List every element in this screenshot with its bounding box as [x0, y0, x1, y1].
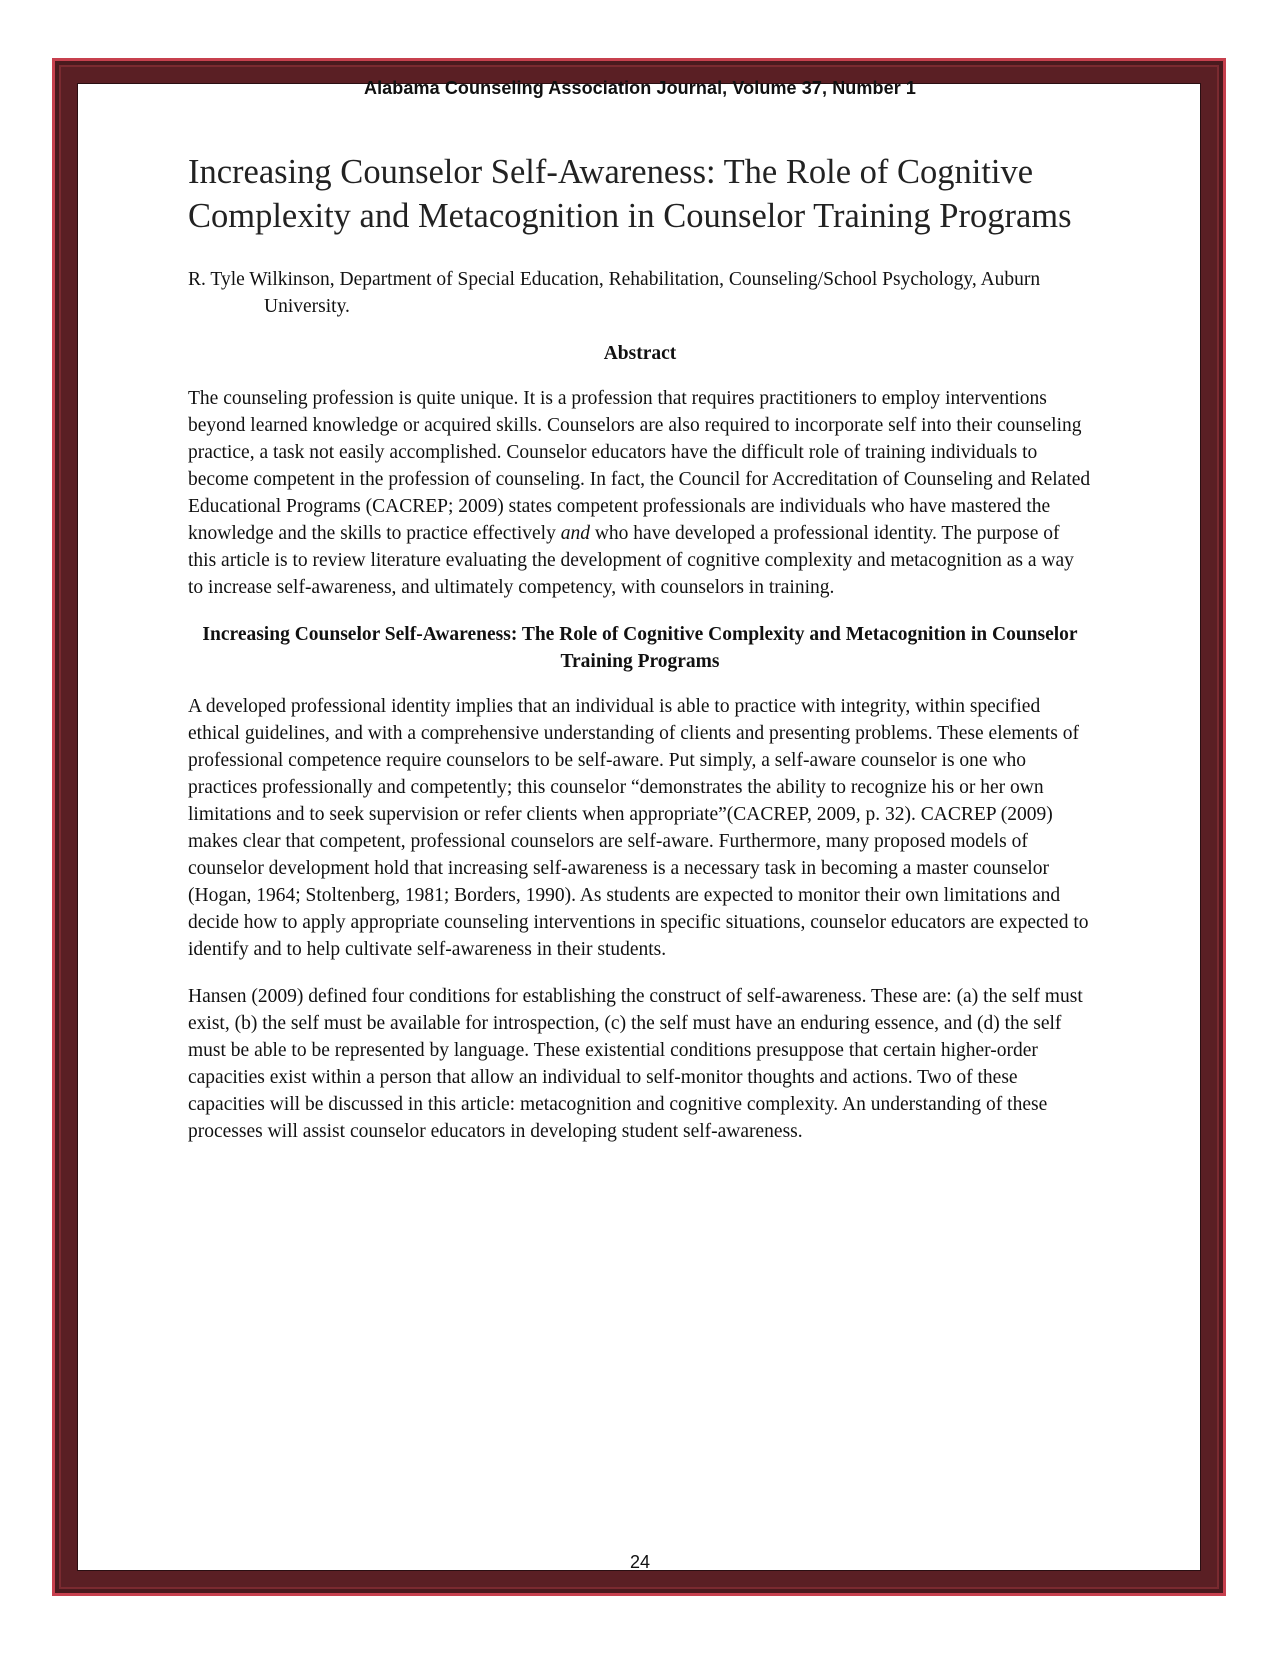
- page-number: 24: [629, 1552, 651, 1572]
- section-heading: Increasing Counselor Self-Awareness: The Role of Cognitive Complexity and Metacognition in Counselor Training Programs: [202, 624, 1078, 672]
- body-paragraph-2: Hansen (2009) defined four conditions for establishing the construct of self-awareness. These are: (a) the self must exist, (b) the self must be available for introspection, (c) the self must have an enduring essence, and (d) the self must be able to be represented by language. These existential conditions presuppose that certain higher-order capacities exist within a person that allow an individual to self-monitor thoughts and actions. Two of these capacities will be discussed in this article: metacognition and cognitive complexity. An understanding of these processes will assist counselor educators in developing student self-awareness.: [188, 986, 1083, 1142]
- author-affiliation: R. Tyle Wilkinson, Department of Special Education, Rehabilitation, Counseling/School Psychology, Auburn University.: [188, 269, 1041, 317]
- abstract-paragraph: [188, 385, 1092, 601]
- abstract-heading: Abstract: [603, 343, 677, 364]
- article-title: Increasing Counselor Self-Awareness: The Role of Cognitive Complexity and Metacognition in Counselor Training Programs: [188, 153, 1072, 235]
- article-content: [188, 150, 1092, 1165]
- body-paragraph-1: A developed professional identity implies that an individual is able to practice with integrity, within specified ethical guidelines, and with a comprehensive understanding of clients and presenting problems. These elements of professional competence require counselors to be self-aware. Put simply, a self-aware counselor is one who practices professionally and competently; this counselor “demonstrates the ability to recognize his or her own limitations and to seek supervision or refer clients when appropriate”(CACREP, 2009, p. 32). CACREP (2009) makes clear that competent, professional counselors are self-aware. Furthermore, many proposed models of counselor development hold that increasing self-awareness is a necessary task in becoming a master counselor (Hogan, 1964; Stoltenberg, 1981; Borders, 1990). As students are expected to monitor their own limitations and decide how to apply appropriate counseling interventions in specific situations, counselor educators are expected to identify and to help cultivate self-awareness in their students.: [188, 696, 1089, 960]
- abstract-emphasis: and: [560, 523, 590, 544]
- journal-header: Alabama Counseling Association Journal, Volume 37, Number 1: [363, 78, 917, 98]
- abstract-text-part2: who have developed a professional identity. The purpose of this article is to review literature evaluating the development of cognitive complexity and metacognition as a way to increase self-awareness, and ultimately competency, with counselors in training.: [188, 523, 1074, 598]
- abstract-text-part1: The counseling profession is quite unique. It is a profession that requires practitioners to employ interventions beyond learned knowledge or acquired skills. Counselors are also required to incorporate self into their counseling practice, a task not easily accomplished. Counselor educators have the difficult role of training individuals to become competent in the profession of counseling. In fact, the Council for Accreditation of Counseling and Related Educational Programs (CACREP; 2009) states competent professionals are individuals who have mastered the knowledge and the skills to practice effectively: [188, 388, 1091, 544]
